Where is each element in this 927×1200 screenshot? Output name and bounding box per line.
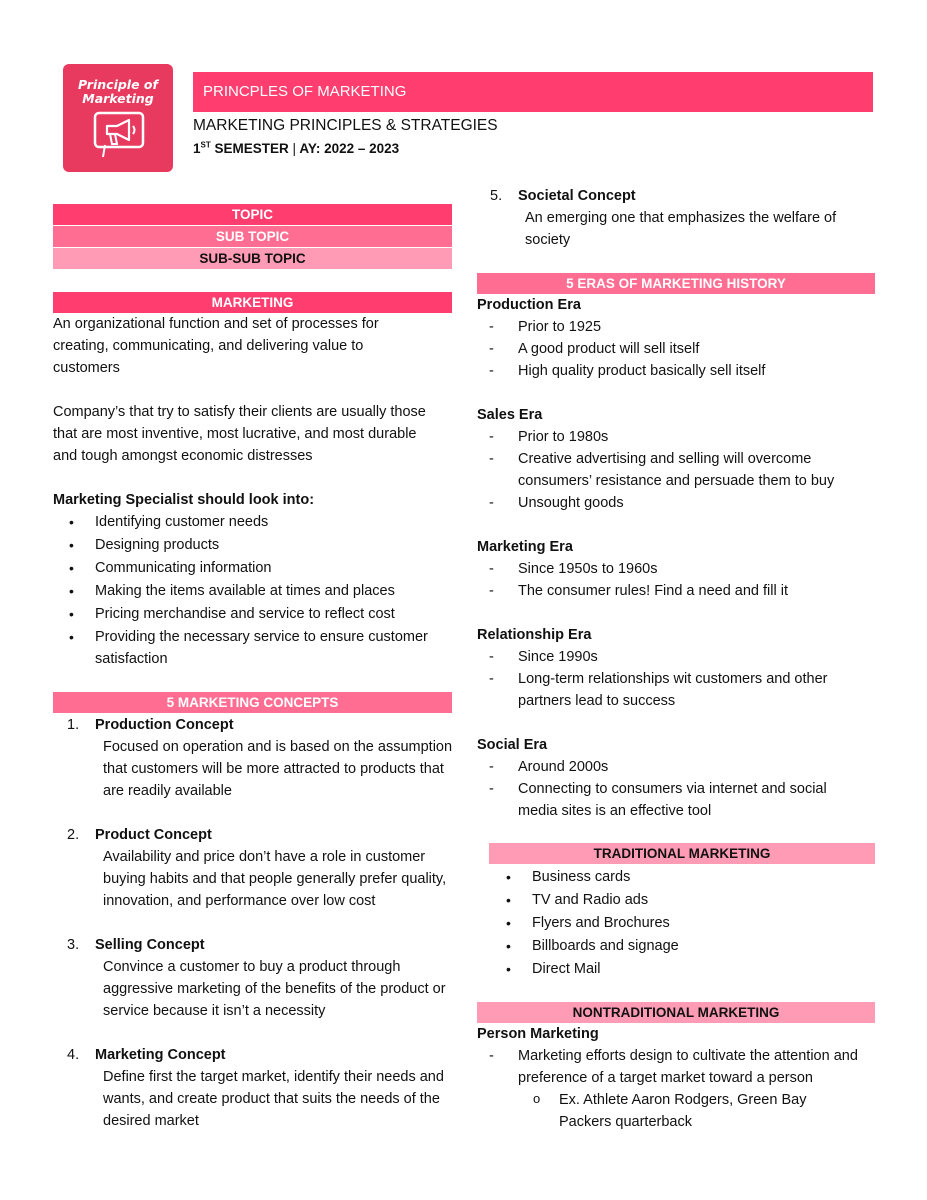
traditional-heading: TRADITIONAL MARKETING [489, 843, 875, 864]
academic-year: AY: 2022 – 2023 [299, 141, 400, 156]
era-point: - Connecting to consumers via internet and social media sites is an effective tool [518, 778, 867, 822]
concept-title: Societal Concept [518, 188, 636, 204]
era-point: - Around 2000s [518, 756, 867, 778]
subtitle: MARKETING PRINCIPLES & STRATEGIES [193, 117, 498, 134]
concept-item [490, 185, 863, 251]
list-item: • Flyers and Brochures [532, 912, 862, 934]
legend-sub-sub-topic: SUB-SUB TOPIC [53, 248, 452, 269]
era-title: Social Era [477, 737, 548, 753]
semester-line [193, 141, 399, 156]
concept-num: 2. [67, 827, 80, 843]
era-title: Sales Era [477, 407, 543, 423]
era-point: - Prior to 1925 [518, 316, 867, 338]
specialist-heading: Marketing Specialist should look into: [53, 492, 315, 508]
list-item: • Direct Mail [532, 958, 862, 980]
title-banner [193, 72, 873, 112]
era-block [477, 536, 867, 602]
concept-item [67, 824, 455, 912]
separator: | [292, 141, 297, 156]
semester-sup: ST [200, 140, 211, 150]
logo-text: Principle of Marketing [78, 77, 158, 106]
concept-title: Marketing Concept [95, 1047, 226, 1063]
specialist-list [95, 511, 460, 670]
nontraditional-point: - Marketing efforts design to cultivate the attention and preference of a target market toward a person [518, 1045, 877, 1089]
era-block [477, 624, 867, 712]
era-point: - Long-term relationships wit customers and other partners lead to success [518, 668, 867, 712]
concept-item [67, 1044, 455, 1132]
semester-word: SEMESTER [214, 141, 289, 156]
concept-title: Product Concept [95, 827, 212, 843]
nontraditional-heading: NONTRADITIONAL MARKETING [477, 1002, 875, 1023]
traditional-list [532, 866, 862, 980]
concept-title: Production Concept [95, 717, 234, 733]
concept-item [67, 934, 455, 1022]
concept-title: Selling Concept [95, 937, 205, 953]
eras-heading: 5 ERAS OF MARKETING HISTORY [477, 273, 875, 294]
legend-topic: TOPIC [53, 204, 452, 225]
concept-num: 3. [67, 937, 80, 953]
person-marketing-title: Person Marketing [477, 1026, 599, 1042]
nontraditional-example: o Ex. Athlete Aaron Rodgers, Green Bay Packers quarterback [559, 1089, 859, 1133]
marketing-definition: An organizational function and set of processes for creating, communicating, and delivering value to customers [53, 316, 379, 376]
concept-num: 1. [67, 717, 80, 733]
era-point: - Prior to 1980s [518, 426, 867, 448]
concept-desc: Define first the target market, identify their needs and wants, and create product that suits the needs of the desired market [103, 1069, 444, 1129]
era-point: - High quality product basically sell itself [518, 360, 867, 382]
legend-sub-topic: SUB TOPIC [53, 226, 452, 247]
era-block [477, 734, 867, 822]
list-item: • Making the items available at times and places [95, 580, 460, 602]
list-item: • Pricing merchandise and service to reflect cost [95, 603, 460, 625]
list-item: • Billboards and signage [532, 935, 862, 957]
concept-num: 4. [67, 1047, 80, 1063]
concept-desc: An emerging one that emphasizes the welfare of society [525, 210, 837, 248]
list-item: • Providing the necessary service to ensure customer satisfaction [95, 626, 460, 670]
era-point: - Creative advertising and selling will overcome consumers’ resistance and persuade them to buy [518, 448, 867, 492]
marketing-heading: MARKETING [53, 292, 452, 313]
logo [63, 64, 173, 172]
era-point: - Since 1950s to 1960s [518, 558, 867, 580]
era-title: Relationship Era [477, 627, 592, 643]
semester-num: 1 [193, 141, 201, 156]
list-item: • Identifying customer needs [95, 511, 460, 533]
era-block [477, 294, 867, 382]
concept-desc: Focused on operation and is based on the assumption that customers will be more attracted to products that are readily available [103, 739, 453, 799]
era-point: - Since 1990s [518, 646, 867, 668]
era-block [477, 404, 867, 514]
list-item: • Designing products [95, 534, 460, 556]
concepts-heading: 5 MARKETING CONCEPTS [53, 692, 452, 713]
era-title: Marketing Era [477, 539, 573, 555]
megaphone-icon [93, 111, 145, 159]
concept-num: 5. [490, 188, 503, 204]
concept-desc: Availability and price don’t have a role in customer buying habits and that people generally prefer quality, innovation, and performance over low cost [103, 849, 447, 909]
list-item: • Communicating information [95, 557, 460, 579]
era-point: - The consumer rules! Find a need and fill it [518, 580, 867, 602]
banner-title: PRINCPLES OF MARKETING [203, 83, 407, 100]
list-item: • Business cards [532, 866, 862, 888]
era-point: - A good product will sell itself [518, 338, 867, 360]
list-item: • TV and Radio ads [532, 889, 862, 911]
concept-desc: Convince a customer to buy a product through aggressive marketing of the benefits of the product or service because it isn’t a necessity [103, 959, 446, 1019]
era-point: - Unsought goods [518, 492, 867, 514]
marketing-paragraph: Company’s that try to satisfy their clients are usually those that are most inventive, most lucrative, and most durable and tough amongst economic distresses [53, 404, 426, 464]
nontraditional-block [477, 1023, 877, 1133]
era-title: Production Era [477, 297, 581, 313]
concept-item [67, 714, 455, 802]
